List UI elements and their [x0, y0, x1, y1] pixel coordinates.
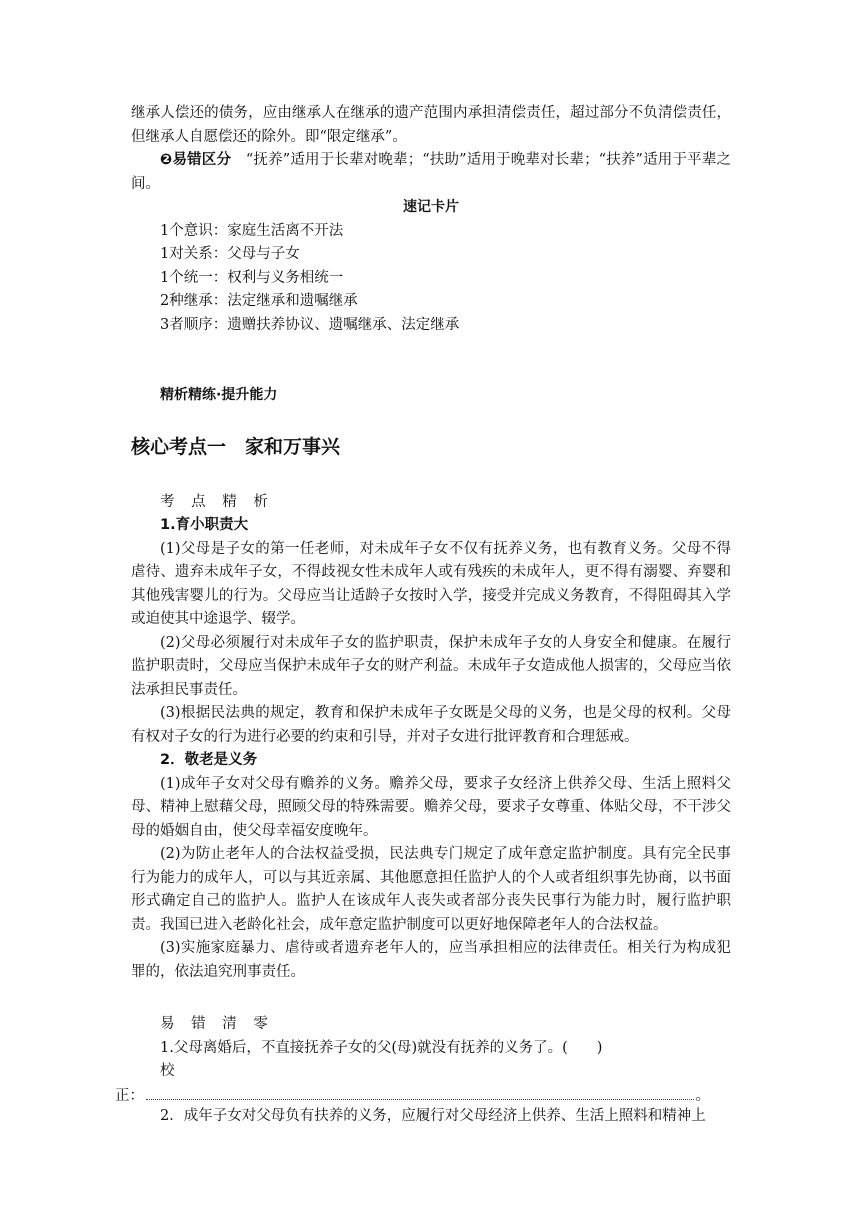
core-topic-heading: 核心考点一 家和万事兴: [131, 435, 341, 458]
memo-card-title: 速记卡片: [403, 199, 459, 215]
point-paragraph: (1)父母是子女的第一任老师，对未成年子女不仅有抚养义务，也有教育义务。父母不得虐待、遗弃未成年子女，不得歧视女性未成年人或有残疾的未成年人，更不得有溺婴、弃婴和其他残害婴儿的行为。父母应当让适龄子女按时入学，接受并完成义务教育，不得阻碍其入学或迫使其中途退学、辍学。: [131, 540, 731, 627]
memo-card-item: 1个意识：家庭生活离不开法: [160, 222, 344, 239]
error-distinction-text: “抚养”适用于长辈对晚辈；“扶助”适用于晚辈对长辈；“扶养”适用于平辈之间。: [131, 152, 731, 192]
correction-label: 正：: [115, 1087, 144, 1104]
memo-card-item: 1个统一：权利与义务相统一: [160, 269, 344, 286]
correction-head: 校: [160, 1063, 175, 1079]
question-2: 2．成年子女对父母负有扶养的义务，应履行对父母经济上供养、生活上照料和精神上: [160, 1107, 706, 1124]
point-title: 1.育小职责大: [160, 517, 249, 533]
section-label: 精析精练·提升能力: [160, 387, 278, 403]
correction-blank[interactable]: [146, 1086, 694, 1100]
inheritance-paragraph: 继承人偿还的债务，应由继承人在继承的遗产范围内承担清偿责任，超过部分不负清偿责任，但继承人自愿偿还的除外。即“限定继承”。: [131, 105, 731, 145]
error-distinction-marker: ❷易错区分: [160, 152, 232, 168]
point-paragraph: (2)为防止老年人的合法权益受损，民法典专门规定了成年意定监护制度。具有完全民事行为能力的成年人，可以与其近亲属、其他愿意担任监护人的个人或者组织事先协商，以书面形式确定自己的监护人。监护人在该成年人丧失或者部分丧失民事行为能力时，履行监护职责。我国已进入老龄化社会，成年意定监护制度可以更好地保障老年人的合法权益。: [131, 846, 731, 933]
memo-card-item: 3者顺序：遗赠扶养协议、遗嘱继承、法定继承: [160, 316, 460, 333]
point-paragraph: (2)父母必须履行对未成年子女的监护职责，保护未成年子女的人身安全和健康。在履行监护职责时，父母应当保护未成年子女的财产利益。未成年子女造成他人损害的，父母应当依法承担民事责任。: [131, 634, 731, 698]
error-clearing-label: 易 错 清 零: [160, 1016, 274, 1032]
analysis-label: 考 点 精 析: [160, 493, 274, 510]
memo-card-item: 1对关系：父母与子女: [160, 246, 300, 262]
memo-card-item: 2种继承：法定继承和遗嘱继承: [160, 293, 358, 309]
point-paragraph: (3)根据民法典的规定，教育和保护未成年子女既是父母的义务，也是父母的权利。父母有权对子女的行为进行必要的约束和引导，并对子女进行批评教育和合理惩戒。: [131, 705, 731, 745]
page-content: [115, 102, 731, 1128]
error-distinction-note: [131, 149, 731, 196]
point-paragraph: (3)实施家庭暴力、虐待或者遗弃老年人的，应当承担相应的法律责任。相关行为构成犯罪的，依法追究刑事责任。: [131, 940, 731, 980]
correction-end: 。: [695, 1087, 710, 1104]
point-paragraph: (1)成年子女对父母有赡养的义务。赡养父母，要求子女经济上供养父母、生活上照料父母、精神上慰藉父母，照顾父母的特殊需要。赡养父母，要求子女尊重、体贴父母，不干涉父母的婚姻自由，使父母幸福安度晚年。: [131, 775, 731, 839]
point-title: 2．敬老是义务: [160, 752, 258, 768]
question-1: 1.父母离婚后，不直接抚养子女的父(母)就没有抚养的义务了。( ): [160, 1039, 603, 1056]
correction-line[interactable]: [115, 1084, 710, 1105]
